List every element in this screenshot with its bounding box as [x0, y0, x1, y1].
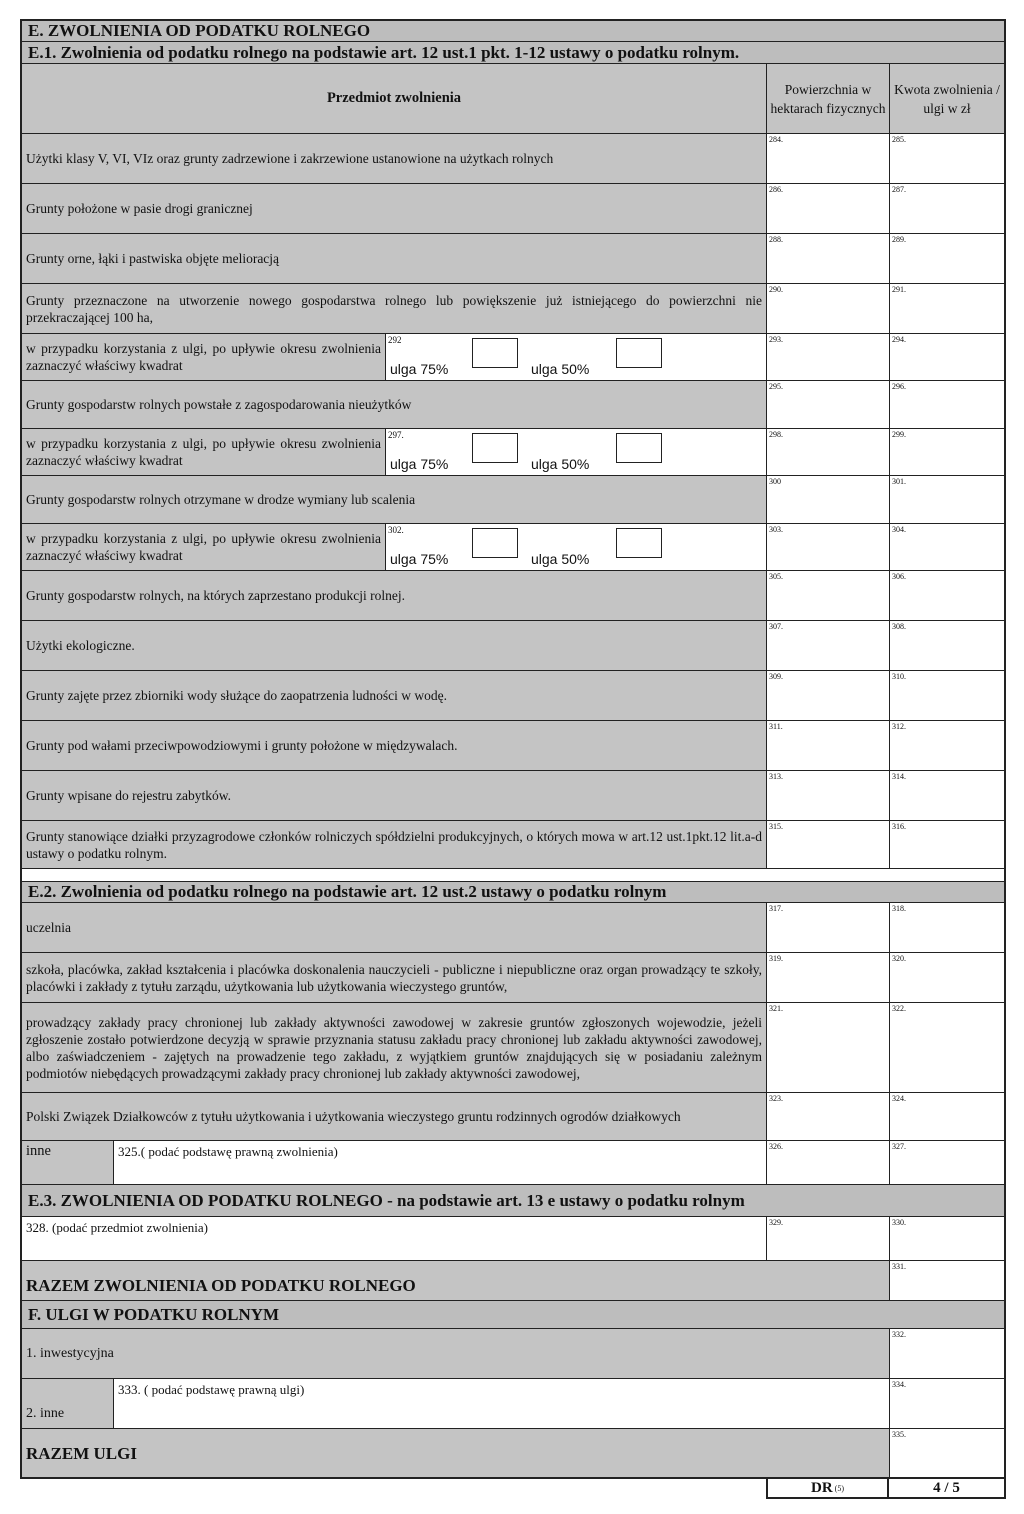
ulga-75-checkbox[interactable]	[472, 528, 518, 558]
field-number: 312.	[892, 722, 906, 731]
field-number: 322.	[892, 1004, 906, 1013]
amount-field[interactable]	[890, 524, 1004, 571]
ulga-50-label: ulga 50%	[531, 361, 590, 377]
amount-field[interactable]	[890, 671, 1004, 721]
amount-field[interactable]	[890, 381, 1004, 429]
amount-field[interactable]	[890, 476, 1004, 524]
ulga-50-checkbox[interactable]	[616, 433, 662, 463]
ulga-field-number: 302.	[388, 525, 404, 535]
area-field[interactable]	[767, 1093, 890, 1141]
field-number: 310.	[892, 672, 906, 681]
col-header-subject: Przedmiot zwolnienia	[22, 64, 767, 134]
field-number: 317.	[769, 904, 783, 913]
ulga-50-label: ulga 50%	[531, 456, 590, 472]
exemption-subject-label: Użytki ekologiczne.	[22, 621, 767, 671]
col-header-amount: Kwota zwolnienia / ulgi w zł	[890, 64, 1004, 134]
ulga-50-checkbox[interactable]	[616, 338, 662, 368]
field-332[interactable]: 332.	[890, 1329, 1004, 1379]
area-field[interactable]	[767, 234, 890, 284]
exemption-subject-label: Grunty gospodarstw rolnych, na których zaprzestano produkcji rolnej.	[22, 571, 767, 621]
field-number: 295.	[769, 382, 783, 391]
amount-field[interactable]	[890, 234, 1004, 284]
amount-field[interactable]	[890, 953, 1004, 1003]
field-number: 309.	[769, 672, 783, 681]
area-field[interactable]	[767, 771, 890, 821]
ulga-75-checkbox[interactable]	[472, 338, 518, 368]
field-number: 308.	[892, 622, 906, 631]
field-number: 303.	[769, 525, 783, 534]
total-exemptions-label: RAZEM ZWOLNIENIA OD PODATKU ROLNEGO	[22, 1261, 890, 1301]
exemption-subject-label: Grunty przeznaczone na utworzenie nowego gospodarstwa rolnego lub powiększenie już istniejącego do powierzchni nie przekraczającej 100 ha,	[22, 284, 767, 334]
amount-field[interactable]	[890, 1003, 1004, 1093]
area-field[interactable]	[767, 821, 890, 869]
field-number: 324.	[892, 1094, 906, 1103]
ulga-choice-cell	[386, 429, 767, 476]
field-number: 285.	[892, 135, 906, 144]
area-field[interactable]	[767, 721, 890, 771]
amount-field[interactable]	[890, 184, 1004, 234]
exemption-subject-label: Grunty pod wałami przeciwpowodziowymi i grunty położone w międzywalach.	[22, 721, 767, 771]
area-field[interactable]	[767, 953, 890, 1003]
section-e1-title: E.1. Zwolnienia od podatku rolnego na podstawie art. 12 ust.1 pkt. 1-12 ustawy o podatku rolnym.	[22, 42, 1004, 64]
ulga-50-checkbox[interactable]	[616, 528, 662, 558]
area-field[interactable]	[767, 381, 890, 429]
inne-legal-basis-field[interactable]: 325.( podać podstawę prawną zwolnienia)	[114, 1141, 767, 1185]
ulga-instruction-label: w przypadku korzystania z ulgi, po upływie okresu zwolnienia zaznaczyć właściwy kwadrat	[22, 334, 386, 381]
exemption-subject-label: Grunty gospodarstw rolnych powstałe z zagospodarowania nieużytków	[22, 381, 767, 429]
field-329[interactable]: 329.	[767, 1217, 890, 1261]
field-number: 291.	[892, 285, 906, 294]
exemption-subject-label: Grunty wpisane do rejestru zabytków.	[22, 771, 767, 821]
section-e-title: E. ZWOLNIENIA OD PODATKU ROLNEGO	[22, 21, 1004, 42]
field-number: 299.	[892, 430, 906, 439]
field-330[interactable]: 330.	[890, 1217, 1004, 1261]
e2-subject-label: szkoła, placówka, zakład kształcenia i placówka doskonalenia nauczycieli - publiczne i niepubliczne oraz organ prowadzący te szkoły, placówki i zakłady z tytułu zarządu, użytkowania lub użytkowania wieczystego gruntów,	[22, 953, 767, 1003]
field-334[interactable]: 334.	[890, 1379, 1004, 1429]
ulga-instruction-label: w przypadku korzystania z ulgi, po upływie okresu zwolnienia zaznaczyć właściwy kwadrat	[22, 429, 386, 476]
section-e3-title: E.3. ZWOLNIENIA OD PODATKU ROLNEGO - na podstawie art. 13 e ustawy o podatku rolnym	[22, 1185, 1004, 1217]
field-number: 284.	[769, 135, 783, 144]
section-e2-title: E.2. Zwolnienia od podatku rolnego na podstawie art. 12 ust.2 ustawy o podatku rolnym	[22, 881, 1004, 903]
amount-field[interactable]	[890, 903, 1004, 953]
tax-form	[20, 19, 1006, 1479]
e2-subject-label: prowadzący zakłady pracy chronionej lub zakłady aktywności zawodowej w zakresie gruntów zgłoszonych wojewodzie, jeżeli zgłoszenie zostało potwierdzone decyzją w sprawie przyznania statusu zakładu pracy chronionej lub zakładu aktywności zawodowej, albo zaświadczeniem - zajętych na prowadzenie tego zakładu, z wyjątkiem gruntów znajdujących się w posiadaniu zależnym podmiotów niebędących prowadzącymi zakłady pracy chronionej lub zakłady aktywności zawodowej,	[22, 1003, 767, 1093]
ulga-75-checkbox[interactable]	[472, 433, 518, 463]
area-field[interactable]	[767, 476, 890, 524]
field-number: 300	[769, 477, 781, 486]
field-number: 306.	[892, 572, 906, 581]
area-field[interactable]	[767, 524, 890, 571]
ulga-75-label: ulga 75%	[390, 551, 449, 567]
ulga-choice-cell	[386, 334, 767, 381]
amount-field[interactable]	[890, 621, 1004, 671]
field-number: 298.	[769, 430, 783, 439]
field-number: 307.	[769, 622, 783, 631]
ulga-75-label: ulga 75%	[390, 456, 449, 472]
area-field[interactable]	[767, 571, 890, 621]
relief-legal-basis-field[interactable]: 333. ( podać podstawę prawną ulgi)	[114, 1379, 890, 1429]
field-number: 288.	[769, 235, 783, 244]
relief-other-label: 2. inne	[22, 1379, 114, 1429]
total-relief-label: RAZEM ULGI	[22, 1429, 890, 1477]
exemption-subject-label: Grunty orne, łąki i pastwiska objęte melioracją	[22, 234, 767, 284]
area-field[interactable]	[767, 621, 890, 671]
relief-investment-label: 1. inwestycyjna	[22, 1329, 890, 1379]
field-326[interactable]: 326.	[767, 1141, 890, 1185]
ulga-instruction-label: w przypadku korzystania z ulgi, po upływie okresu zwolnienia zaznaczyć właściwy kwadrat	[22, 524, 386, 571]
exemption-subject-label: Grunty zajęte przez zbiorniki wody służące do zaopatrzenia ludności w wodę.	[22, 671, 767, 721]
ulga-choice-cell	[386, 524, 767, 571]
area-field[interactable]	[767, 1003, 890, 1093]
field-327[interactable]: 327.	[890, 1141, 1004, 1185]
amount-field[interactable]	[890, 571, 1004, 621]
ulga-field-number: 292	[388, 335, 402, 345]
field-number: 287.	[892, 185, 906, 194]
field-331[interactable]: 331.	[890, 1261, 1004, 1301]
amount-field[interactable]	[890, 284, 1004, 334]
field-number: 323.	[769, 1094, 783, 1103]
field-number: 305.	[769, 572, 783, 581]
area-field[interactable]	[767, 671, 890, 721]
field-number: 314.	[892, 772, 906, 781]
field-number: 319.	[769, 954, 783, 963]
field-number: 318.	[892, 904, 906, 913]
field-number: 321.	[769, 1004, 783, 1013]
e2-subject-label: Polski Związek Działkowców z tytułu użytkowania i użytkowania wieczystego gruntu rodzinnych ogrodów działkowych	[22, 1093, 767, 1141]
amount-field[interactable]	[890, 721, 1004, 771]
area-field[interactable]	[767, 184, 890, 234]
field-number: 311.	[769, 722, 783, 731]
ulga-field-number: 297.	[388, 430, 404, 440]
exemption-subject-label: Użytki klasy V, VI, VIz oraz grunty zadrzewione i zakrzewione ustanowione na użytkach rolnych	[22, 134, 767, 184]
field-number: 304.	[892, 525, 906, 534]
area-field[interactable]	[767, 334, 890, 381]
area-field[interactable]	[767, 903, 890, 953]
amount-field[interactable]	[890, 334, 1004, 381]
amount-field[interactable]	[890, 771, 1004, 821]
inne-label: inne	[22, 1141, 114, 1185]
area-field[interactable]	[767, 284, 890, 334]
section-f-title: F. ULGI W PODATKU ROLNYM	[22, 1301, 1004, 1329]
field-number: 293.	[769, 335, 783, 344]
field-number: 315.	[769, 822, 783, 831]
form-code: DR (5)	[766, 1479, 888, 1499]
field-number: 316.	[892, 822, 906, 831]
area-field[interactable]	[767, 429, 890, 476]
ulga-75-label: ulga 75%	[390, 361, 449, 377]
field-number: 289.	[892, 235, 906, 244]
exemption-subject-label: Grunty gospodarstw rolnych otrzymane w drodze wymiany lub scalenia	[22, 476, 767, 524]
field-number: 294.	[892, 335, 906, 344]
amount-field[interactable]	[890, 134, 1004, 184]
field-number: 301.	[892, 477, 906, 486]
field-number: 313.	[769, 772, 783, 781]
page-number: 4 / 5	[888, 1479, 1006, 1499]
area-field[interactable]	[767, 134, 890, 184]
field-335[interactable]: 335.	[890, 1429, 1004, 1477]
ulga-50-label: ulga 50%	[531, 551, 590, 567]
amount-field[interactable]	[890, 821, 1004, 869]
e2-subject-label: uczelnia	[22, 903, 767, 953]
exemption-subject-label: Grunty stanowiące działki przyzagrodowe członków rolniczych spółdzielni produkcyjnych, o których mowa w art.12 ust.1pkt.12 lit.a-d ustawy o podatku rolnym.	[22, 821, 767, 869]
field-number: 320.	[892, 954, 906, 963]
amount-field[interactable]	[890, 1093, 1004, 1141]
field-number: 286.	[769, 185, 783, 194]
amount-field[interactable]	[890, 429, 1004, 476]
col-header-area: Powierzchnia w hektarach fizycznych	[767, 64, 890, 134]
e3-subject-field[interactable]: 328. (podać przedmiot zwolnienia)	[22, 1217, 767, 1261]
field-number: 290.	[769, 285, 783, 294]
field-number: 296.	[892, 382, 906, 391]
exemption-subject-label: Grunty położone w pasie drogi granicznej	[22, 184, 767, 234]
